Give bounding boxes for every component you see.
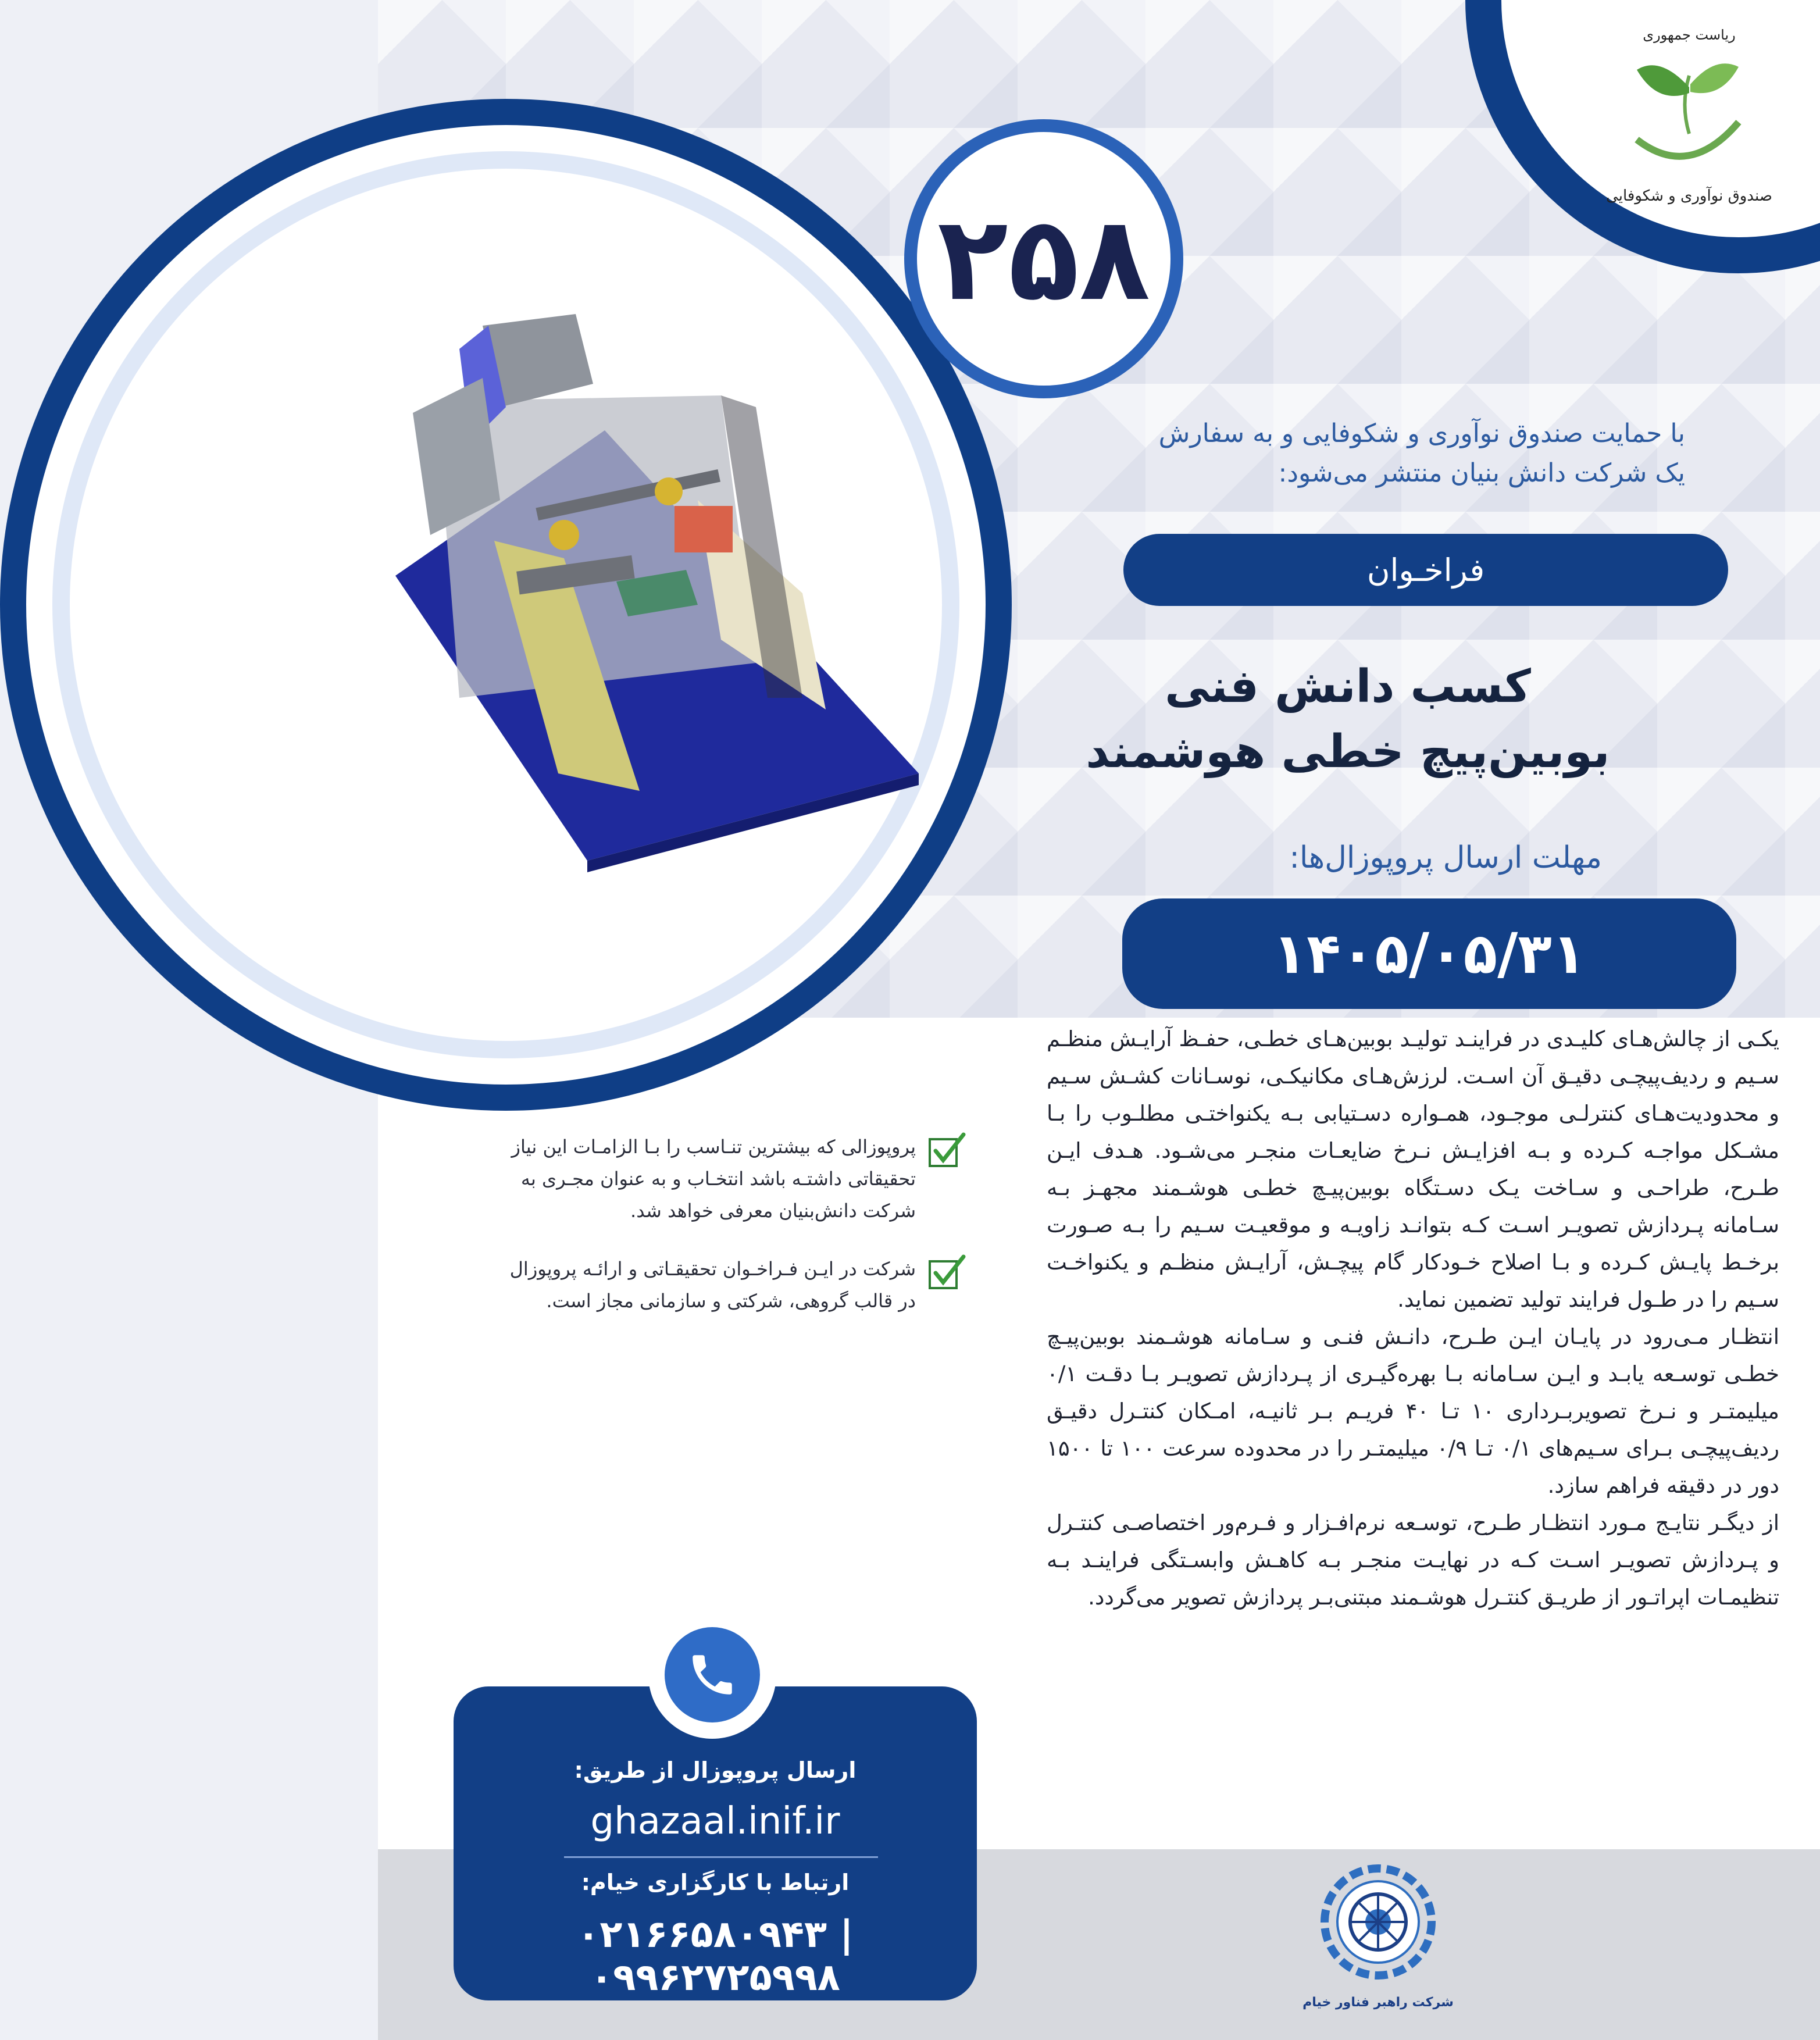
deadline-label: مهلت ارسال پروپوزال‌ها: xyxy=(1289,840,1602,875)
deadline-date-pill xyxy=(1122,898,1736,1009)
phone-icon-bg xyxy=(665,1627,760,1722)
logo-bottom-text: صندوق نوآوری و شکوفایی xyxy=(1606,187,1772,205)
checkmark-icon xyxy=(927,1253,968,1294)
intro-line-1: با حمایت صندوق نوآوری و شکوفایی و به سفارش xyxy=(1158,419,1685,448)
logo-leaf-right xyxy=(1690,63,1739,93)
logo-leaf-left xyxy=(1637,65,1689,96)
call-label-pill xyxy=(1123,534,1728,606)
condition-text: پروپوزالی که بیشترین تنـاسب را بـا الزامـات این نیاز تحقیقاتی داشتـه باشد انتخـاب و به عنوان مجـری به شرکت دانش‌بنیان معرفی خواهد شد. xyxy=(511,1136,916,1222)
intro-text xyxy=(987,414,1685,493)
logo-top-text: ریاست جمهوری xyxy=(1643,27,1736,43)
conditions-list xyxy=(491,1131,968,1343)
condition-item xyxy=(491,1131,968,1227)
phone-icon xyxy=(686,1649,738,1701)
call-number: ۲۵۸ xyxy=(937,191,1151,327)
phone-numbers[interactable]: ۰۲۱۶۶۵۸۰۹۴۳ | ۰۹۹۶۲۷۲۵۹۹۸ xyxy=(577,1913,854,1999)
title-line-2: بوبین‌پیچ خطی هوشمند xyxy=(1086,726,1610,778)
intro-line-2: یک شرکت دانش بنیان منتشر می‌شود: xyxy=(1278,458,1685,488)
website-link[interactable]: ghazaal.inif.ir xyxy=(590,1800,840,1843)
checkmark-icon xyxy=(927,1131,968,1172)
innovation-fund-logo xyxy=(1602,23,1771,215)
khayam-company-logo xyxy=(1302,1864,1454,2027)
project-title xyxy=(1028,654,1668,784)
call-label: فراخـوان xyxy=(1366,551,1485,589)
phone-badge xyxy=(648,1611,776,1739)
description-paragraph-3: از دیگـر نتایـج مـورد انتظـار طـرح، توسـعه نرم‌افـزار و فـرم‌ور اختصاصـی کنتـرل و پـردازش تصویـر اسـت کـه در نهایـت منجـر بـه کاهـش وابسـتگی فراینـد بـه تنظیمـات اپراتـور از طریـق کنتـرل هوشـمند مبتنی‌بـر پردازش تصویر می‌گردد. xyxy=(1047,1510,1779,1610)
description-paragraph-2: انتظـار مـی‌رود در پایـان ایـن طـرح، دانـش فنـی و سـامانه هوشـمند بوبین‌پیـچ خطـی توسـعه یابـد و ایـن سـامانه بـا بهره‌گیـری از پـردازش تصویـر بـا دقـت ۰/۱ میلیمتـر و نـرخ تصویربـرداری ۱۰ تـا ۴۰ فریـم بـر ثانیـه، امـکان کنتـرل دقیـق ردیف‌پیچـی بـرای سـیم‌های ۰/۱ تـا ۰/۹ میلیمتـر را در محدوده سرعت ۱۰۰ تا ۱۵۰۰ دور در دقیقه فراهم سازد. xyxy=(1047,1324,1779,1498)
deadline-date: ۱۴۰۵/۰۵/۳۱ xyxy=(1272,921,1586,986)
description-body xyxy=(1047,1021,1779,1616)
winding-machine-illustration xyxy=(395,291,954,872)
contact-agency-label: ارتباط با کارگزاری خیام: xyxy=(581,1870,850,1895)
condition-text: شرکت در ایـن فـراخـوان تحقیقـاتی و ارائـه پروپوزال در قالب گروهی، شرکتی و سازمانی مجاز است. xyxy=(509,1258,916,1312)
title-line-1: کسب دانش فنی xyxy=(1165,661,1531,713)
company-name: شرکت راهبر فناور خیام xyxy=(1302,1995,1454,2010)
send-proposal-label: ارسال پروپوزال از طریق: xyxy=(574,1757,857,1783)
contact-divider xyxy=(564,1856,878,1858)
call-number-badge xyxy=(904,119,1183,398)
condition-item xyxy=(491,1253,968,1317)
description-paragraph-1: یکـی از چالش‌هـای کلیـدی در فراینـد تولیـد بوبین‌هـای خطـی، حفـظ آرایـش منظـم سـیم و ردیف‌پیچـی دقیـق آن اسـت. لرزش‌هـای مکانیکـی، نوسـانات کشـش سـیم و محدودیت‌هـای کنترلـی موجـود، همـواره دسـتیابی بـه یکنواختـی مطلـوب را بـا مشـکل مواجـه کـرده و بـه افزایـش نـرخ ضایعـات منجـر می‌شـود. هـدف ایـن طـرح، طراحـی و سـاخت یـک دسـتگاه بوبین‌پیـچ خطـی هوشـمند مجهـز بـه سـامانه پـردازش تصویـر اسـت کـه بتوانـد زاویـه و موقعیـت سـیم را بـه صـورت برخـط پایـش کـرده و بـا اصلاح خـودکار گام پیچـش، آرایـش منظـم و یکنواخـت سـیم را در طـول فرایند تولید تضمین نماید. xyxy=(1047,1026,1779,1312)
